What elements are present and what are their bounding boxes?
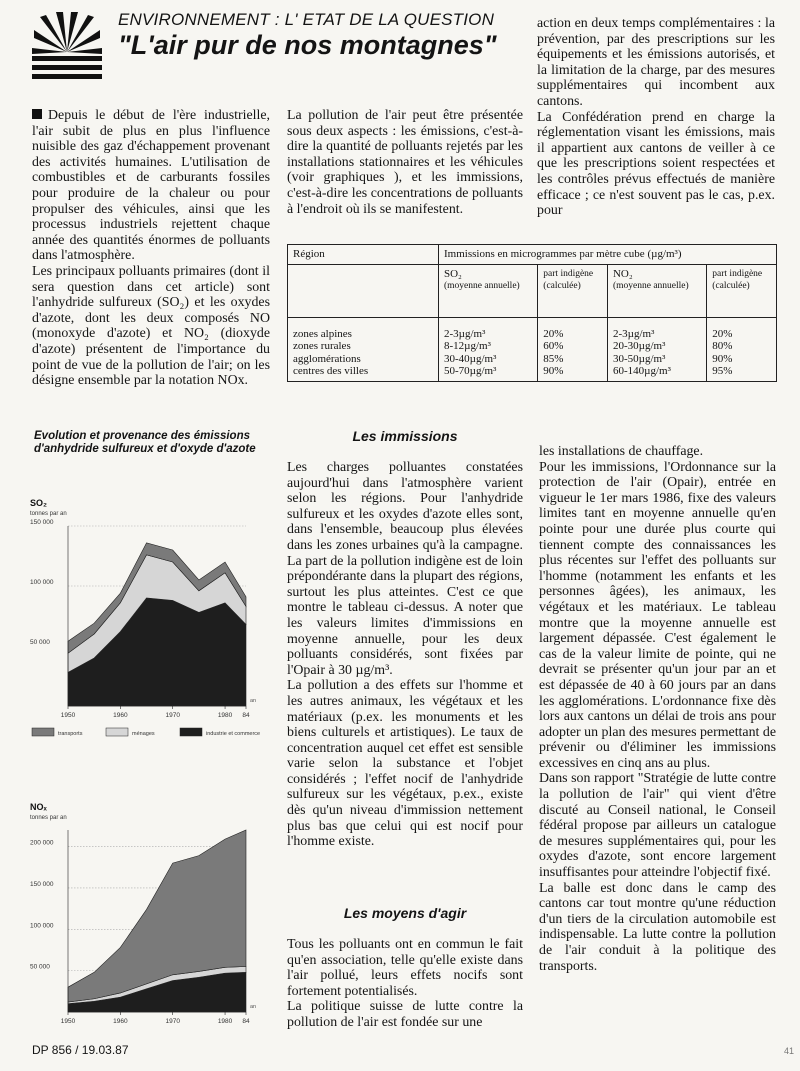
intro-paragraph-2: Les principaux polluants primaires (dont il sera question dans cet article) sont l'anhydride sulfureux (SO₂) et les oxydes d'azote, dont les deux composés NO (monoxyde d'azote) et NO₂ (dioxyde d'azote) présentent de l'importance du point de vue de la pollution de l'air; on les désigne ensemble par la notation NOx. (32, 263, 270, 389)
region-cell: zones alpines (293, 327, 352, 340)
y-tick-label: 150 000 (30, 880, 54, 888)
no2-cell: 30-50µg/m³ (612, 352, 666, 365)
legend-label: ménages (132, 731, 155, 737)
opair-paragraph: Pour les immissions, l'Ordonnance sur la protection de l'air (Opair), entrée en vigueur le 1er mars 1986, fixe des valeurs limites tant en moyenne annuelle qu'en pointe pour une durée plus courte qui tiennent compte des connaissances les plus récentes sur l'effet des polluants sur l'homme (notamment les enfants et les personnes âgées), les animaux, les végétaux et les matériaux. Le tableau montre que la moyenne annuelle est largement dépassée. C'est également le cas de la valeur limite de pointe, qui ne devrait se présenter qu'un jour par an et est dépassée de 40 à 60 jours par an dans les agglomérations. L'ordonnance fixe dès lors aux cantons un délai de trois ans pour adopter un plan des mesures permettant de prévenir ou d'éliminer les immissions excessives en cinq ans au plus. (539, 459, 776, 771)
y-axis-label: tonnes par an (30, 815, 67, 821)
part-cell: 95% (712, 365, 733, 377)
legend-swatch (32, 728, 54, 736)
x-tick-label: 1960 (113, 1018, 128, 1025)
immissions-table (287, 244, 777, 382)
x-axis-unit: an (250, 698, 257, 704)
page-number: 41 (784, 1046, 795, 1056)
part-header-2: part indigène (712, 268, 763, 279)
part-cell: 20% (543, 327, 564, 340)
x-tick-label: 1970 (165, 712, 180, 719)
immissions-heading: Les immissions (352, 428, 458, 444)
confederation-paragraph: La Confédération prend en charge la réglementation visant les émissions, mais il appartient aux cantons de veiller à ce que les prescriptions soient respectées et les contrôles prévus effectués de manière efficace ; ce n'est souvent pas le cas, p.ex. pour (537, 109, 775, 219)
region-cell: agglomérations (293, 352, 361, 365)
x-tick-label: 1970 (165, 1018, 180, 1025)
region-header: Région (288, 245, 439, 265)
x-tick-label: 84 (242, 712, 250, 719)
part-cell: 90% (543, 365, 564, 377)
chart-series-title: SO₂ (30, 498, 48, 508)
part-note-2: (calculée) (712, 281, 750, 291)
conclusion-paragraph: La balle est donc dans le camp des cantons car tout montre qu'une réduction d'un tiers de la circulation automobile est indispensable. La lutte contre la pollution de l'air conduit à la politique des transports. (539, 880, 776, 974)
part-cell: 85% (543, 352, 564, 365)
table-caption: Immissions en microgrammes par mètre cube (µg/m³) (439, 245, 777, 265)
x-tick-label: 1980 (217, 712, 233, 719)
so2-cell: 50-70µg/m³ (444, 365, 497, 377)
legend-swatch (180, 728, 202, 736)
y-tick-label: 100 000 (30, 579, 54, 586)
sun-logo-icon (32, 12, 102, 82)
x-tick-label: 84 (242, 1018, 250, 1025)
x-tick-label: 1950 (60, 712, 76, 719)
nox-emissions-chart (28, 790, 276, 1035)
moyens-paragraph-1: Tous les polluants ont en commun le fait qu'en association, telle qu'elle existe dans l'air pollué, leurs effets nocifs sont fortement potentialisés. (287, 937, 523, 999)
section-kicker: ENVIRONNEMENT : L' ETAT DE LA QUESTION (118, 10, 495, 29)
region-cell: zones rurales (293, 340, 351, 352)
part-note-1: (calculée) (543, 281, 581, 291)
no2-note: (moyenne annuelle) (612, 281, 689, 291)
chart-series-title: NOₓ (30, 802, 47, 812)
region-cell: centres des villes (293, 365, 369, 377)
y-tick-label: 100 000 (30, 922, 54, 930)
part-cell: 90% (712, 352, 733, 365)
no2-cell: 20-30µg/m³ (612, 340, 666, 352)
intro-column (32, 108, 270, 389)
right-column-bottom (539, 444, 776, 974)
legend-label: industrie et commerce (206, 731, 261, 737)
strategy-paragraph: Dans son rapport "Stratégie de lutte contre la pollution de l'air" qui vient d'être discuté au Conseil national, le Conseil fédéral propose par ailleurs un catalogue de mesures supplémentaires qui, pour les oxydes d'azote, sont encore largement insuffisantes pour atteindre l'objectif fixé. (539, 771, 776, 881)
bullet-square-icon (32, 109, 42, 119)
part-header-1: part indigène (543, 268, 594, 279)
intro-paragraph-1: Depuis le début de l'ère industrielle, l'air subit de plus en plus l'influence nuisible des gaz d'échappement provenant des activités humaines. L'utilisation de combustibles et de carburants fossiles pour produire de la chaleur ou pour propulser des véhicules, ainsi que les processus industriels rejettent chaque année des quantités énormes de polluants dans l'atmosphère. (32, 108, 270, 264)
y-tick-label: 50 000 (30, 963, 50, 971)
y-tick-label: 200 000 (30, 839, 54, 847)
immissions-paragraph-2: La pollution a des effets sur l'homme et les autres animaux, les végétaux et les matériaux (p.ex. les monuments et les biens culturels et artistiques). Le taux de concentration auquel cet effet est sensible varie selon la substance et l'objet considérés ; l'effet nocif de l'anhydride sulfureux sur les végétaux, p.ex., existe dès qu'un niveau d'immission nettement plus bas que celui qui est nocif pour l'homme existe. (287, 678, 523, 850)
moyens-paragraph-2: La politique suisse de lutte contre la pollution de l'air est fondée sur une (287, 999, 523, 1030)
immissions-section (287, 460, 523, 850)
no2-cell: 2-3µg/m³ (612, 327, 655, 340)
immissions-paragraph-1: Les charges polluantes constatées aujourd'hui dans l'atmosphère varient selon les régions. Pour l'anhydride sulfureux et les oxydes d'azote elles sont, dans l'ensemble, beaucoup plus élevées dans les zones urbaines qu'à la campagne. La part de la pollution indigène est de loin prépondérante dans la plupart des régions, surtout les plus atteintes. C'est ce que montre le tableau ci-dessus. A noter que les valeurs limites d'immissions en moyenne annuelle, pour les deux polluants considérés, sont fixées par l'Opair à 30 µg/m³. (287, 460, 523, 678)
x-tick-label: 1980 (217, 1018, 233, 1025)
issue-reference: DP 856 / 19.03.87 (32, 1043, 129, 1057)
so2-cell: 30-40µg/m³ (444, 352, 497, 365)
y-tick-label: 150 000 (30, 519, 54, 526)
legend-swatch (106, 728, 128, 736)
so2-cell: 2-3µg/m³ (444, 327, 486, 340)
action-paragraph: action en deux temps complémentaires : la prévention, par des prescriptions sur les équipements et les émissions autorisés, et la limitation de la charge, par des mesures supplémentaires qui incombent aux cantons. (537, 16, 775, 109)
so2-note: (moyenne annuelle) (444, 281, 520, 291)
moyens-section (287, 937, 523, 1031)
part-cell: 20% (712, 327, 733, 340)
no2-cell: 60-140µg/m³ (612, 365, 671, 377)
no2-header: NO₂ (612, 267, 633, 280)
so2-cell: 8-12µg/m³ (444, 340, 491, 352)
aspects-paragraph: La pollution de l'air peut être présentée sous deux aspects : les émissions, c'est-à-dire la quantité de polluants rejetés par les installations stationnaires et les véhicules (voir graphiques ), et les immissions, c'est-à-dire les concentrations de polluants à l'endroit où ils se manifestent. (287, 108, 523, 217)
y-axis-label: tonnes par an (30, 511, 67, 517)
legend-label: transports (58, 731, 83, 737)
page-title: "L'air pur de nos montagnes" (118, 30, 497, 60)
chart-title: Evolution et provenance des émissions d'anhydride sulfureux et d'oxyde d'azote (34, 430, 256, 455)
x-tick-label: 1950 (60, 1018, 76, 1025)
right-column-top (537, 16, 775, 219)
part-cell: 80% (712, 340, 733, 352)
y-tick-label: 50 000 (30, 639, 50, 646)
part-cell: 60% (543, 340, 564, 352)
heating-paragraph: les installations de chauffage. (539, 444, 704, 459)
x-tick-label: 1960 (113, 712, 128, 719)
so2-emissions-chart (28, 484, 276, 754)
table-header-row (288, 245, 777, 265)
so2-header: SO₂ (444, 267, 462, 280)
moyens-heading: Les moyens d'agir (343, 905, 467, 921)
table-data-row (288, 317, 777, 381)
table-subheader-row (288, 264, 777, 317)
x-axis-unit: an (250, 1004, 257, 1010)
